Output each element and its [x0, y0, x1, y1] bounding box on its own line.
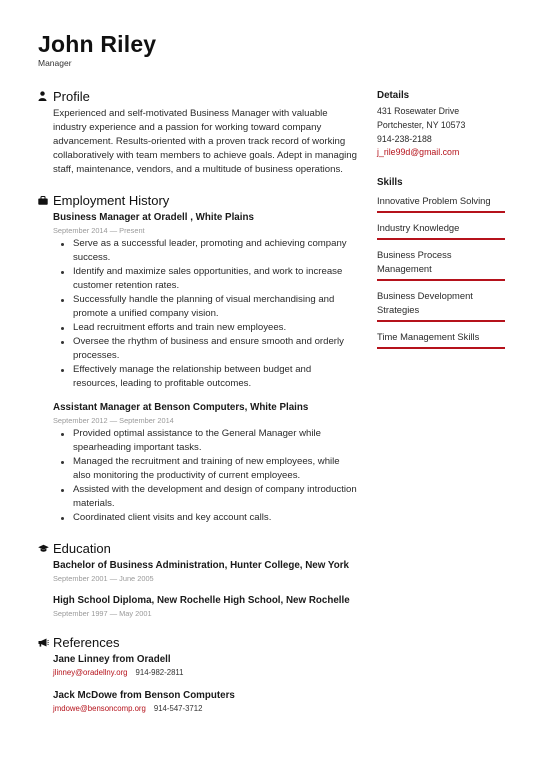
- skill-name: Innovative Problem Solving: [377, 195, 491, 207]
- profile-section: [38, 87, 358, 177]
- job-bullets: [53, 237, 358, 391]
- reference-phone: 914-547-3712: [153, 704, 203, 713]
- briefcase-icon: [38, 196, 53, 205]
- job-bullet: Coordinated client visits and key account calls.: [59, 511, 358, 525]
- skill-name: Industry Knowledge: [377, 222, 460, 234]
- address-line-1: 431 Rosewater Drive: [377, 106, 460, 116]
- skill-level-bar: [377, 320, 505, 322]
- skill-name: Business Process Management: [377, 249, 452, 275]
- skill-item: [377, 328, 507, 349]
- skills-section: [377, 176, 507, 349]
- education-entry-title: High School Diploma, New Rochelle High School, New Rochelle: [53, 595, 350, 606]
- address-line-2: Portchester, NY 10573: [377, 119, 466, 130]
- person-name: John Riley: [38, 31, 157, 57]
- megaphone-icon: [38, 638, 53, 647]
- reference-phone: 914-982-2811: [135, 668, 184, 677]
- resume-header: [38, 30, 156, 69]
- reference-contact: [53, 667, 358, 679]
- email-link[interactable]: j_rile99d@gmail.com: [377, 147, 460, 158]
- section-title: Employment History: [53, 192, 170, 208]
- references-heading: [38, 633, 358, 651]
- reference-email-link[interactable]: jmdowe@bensoncomp.org: [53, 704, 146, 713]
- main-column: [38, 87, 358, 729]
- reference-entry: [38, 689, 358, 715]
- education-entry: [38, 559, 358, 584]
- job-title: Manager: [38, 58, 72, 68]
- profile-heading: [38, 87, 358, 105]
- section-title: References: [53, 634, 120, 650]
- education-entry: [38, 594, 358, 619]
- job-bullet: Assisted with the development and design of company introduction materials.: [59, 483, 358, 511]
- skill-item: [377, 219, 507, 240]
- job-entry: [38, 211, 358, 391]
- skill-level-bar: [377, 238, 505, 240]
- job-bullets: [53, 427, 358, 525]
- job-entry: [38, 401, 358, 525]
- education-entry-dates: September 1997 — May 2001: [53, 609, 152, 618]
- education-heading: [38, 539, 358, 557]
- skill-name: Business Development Strategies: [377, 290, 473, 316]
- job-bullet: Oversee the rhythm of business and ensure smooth and orderly processes.: [59, 335, 358, 363]
- job-entry-title: Assistant Manager at Benson Computers, White Plains: [53, 402, 309, 413]
- profile-text: Experienced and self-motivated Business Manager with valuable industry experience and a passion for working toward company advancement. Results-oriented with a proven track record of working collaboratively with team members to achieve goals. Adept in managing staff, maintenance, vendors, and a multitude of business operations.: [53, 108, 357, 175]
- graduation-cap-icon: [38, 544, 53, 553]
- phone-number: 914-238-2188: [377, 133, 432, 144]
- job-entry-dates: September 2012 — September 2014: [53, 416, 174, 425]
- skill-item: [377, 287, 507, 322]
- section-title: Profile: [53, 88, 90, 104]
- skill-item: [377, 246, 507, 281]
- skills-title: Skills: [377, 177, 403, 189]
- skill-level-bar: [377, 211, 505, 213]
- side-column: [377, 89, 507, 355]
- skill-name: Time Management Skills: [377, 331, 480, 343]
- reference-email-link[interactable]: jlinney@oradellny.org: [53, 668, 128, 677]
- reference-name: Jack McDowe from Benson Computers: [53, 690, 235, 701]
- job-bullet: Effectively manage the relationship between budget and resources, leading to profitable outcomes.: [59, 363, 358, 391]
- skill-item: [377, 192, 507, 213]
- job-bullet: Serve as a successful leader, promoting and achieving company success.: [59, 237, 358, 265]
- job-bullet: Managed the recruitment and training of new employees, while also monitoring the productivity of current employees.: [59, 455, 358, 483]
- education-section: [38, 539, 358, 619]
- reference-name: Jane Linney from Oradell: [53, 654, 171, 665]
- details-title: Details: [377, 90, 410, 101]
- job-bullet: Provided optimal assistance to the General Manager while spearheading important tasks.: [59, 427, 358, 455]
- references-section: [38, 633, 358, 715]
- section-title: Education: [53, 540, 111, 556]
- employment-section: [38, 191, 358, 525]
- job-bullet: Lead recruitment efforts and train new employees.: [59, 321, 358, 335]
- job-bullet: Identify and maximize sales opportunities, and work to increase customer retention rates.: [59, 265, 358, 293]
- job-bullet: Successfully handle the planning of visual merchandising and promote a unified company vision.: [59, 293, 358, 321]
- details-section: [377, 89, 507, 160]
- employment-heading: [38, 191, 358, 209]
- job-entry-dates: September 2014 — Present: [53, 226, 145, 235]
- reference-contact: [53, 703, 358, 715]
- education-entry-dates: September 2001 — June 2005: [53, 574, 154, 583]
- person-icon: [38, 91, 53, 101]
- skill-level-bar: [377, 347, 505, 349]
- job-entry-title: Business Manager at Oradell , White Plains: [53, 212, 254, 223]
- reference-entry: [38, 653, 358, 679]
- skill-level-bar: [377, 279, 505, 281]
- education-entry-title: Bachelor of Business Administration, Hunter College, New York: [53, 560, 349, 571]
